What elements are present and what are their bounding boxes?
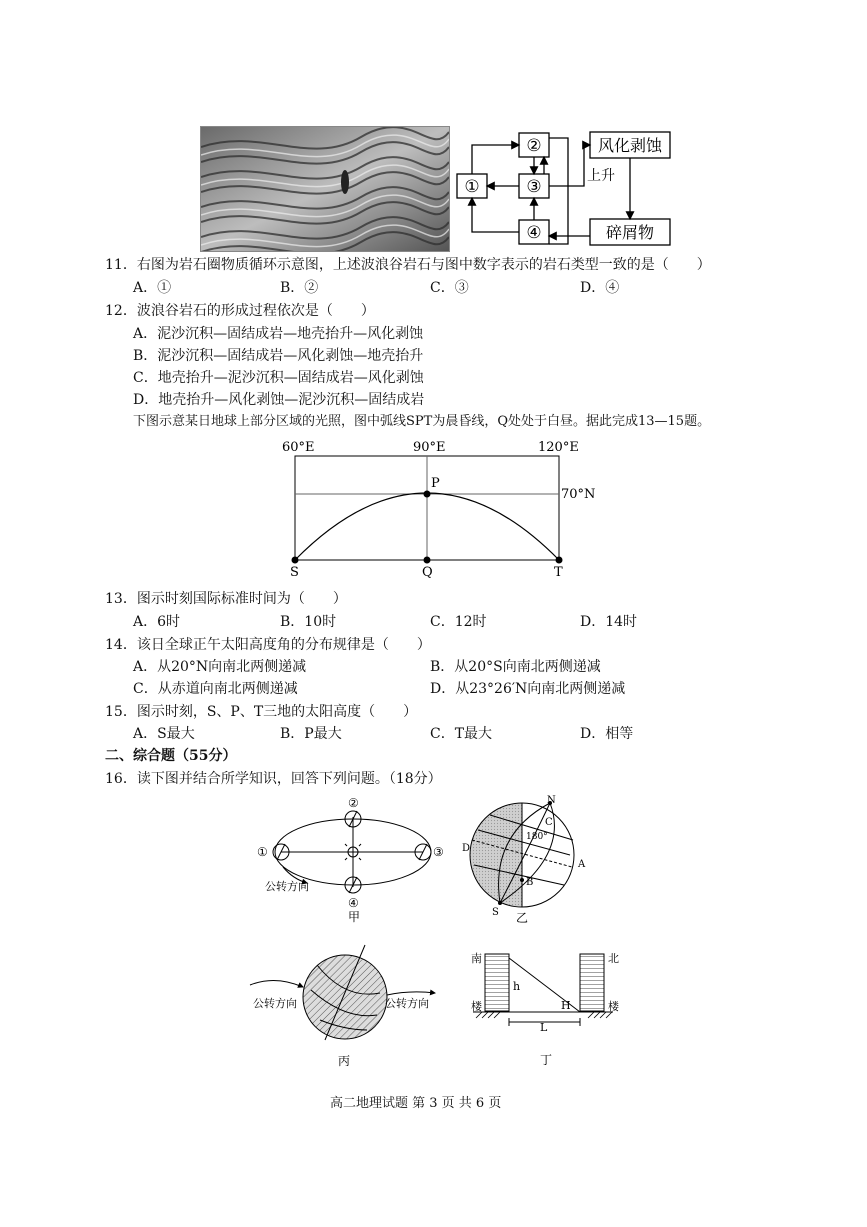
q11-option-d[interactable]: D．④	[580, 280, 620, 296]
orbit-direction-label: 公转方向	[265, 880, 309, 893]
q14-option-d[interactable]: D．从23°26′N向南北两侧递减	[430, 681, 626, 697]
caption-yi: 乙	[516, 911, 529, 925]
terminator-map	[280, 436, 600, 582]
q15-option-c[interactable]: C．T最大	[430, 726, 493, 742]
q15-option-a[interactable]: A．S最大	[133, 726, 195, 742]
building-shadow-diagram-ding	[468, 940, 628, 1070]
lat-70n: 70°N	[561, 487, 596, 502]
ding-building-left: 楼	[471, 1000, 482, 1013]
ding-building-right: 楼	[608, 1000, 619, 1013]
ding-l: L	[540, 1021, 548, 1034]
q14-option-b[interactable]: B．从20°S向南北两侧递减	[430, 659, 601, 675]
q15-option-d[interactable]: D．相等	[580, 726, 634, 742]
lon-90e: 90°E	[413, 440, 446, 455]
q16-stem: 16．读下图并结合所学知识，回答下列问题。（18分）	[105, 771, 442, 787]
globe-label-n: N	[547, 795, 556, 806]
section-2-heading: 二、综合题（55分）	[105, 748, 237, 764]
q14-option-c[interactable]: C．从赤道向南北两侧递减	[133, 681, 298, 697]
q12-option-a[interactable]: A．泥沙沉积—固结成岩—地壳抬升—风化剥蚀	[133, 326, 424, 342]
wave-valley-photo	[200, 126, 450, 252]
orbit-diagram-jia	[255, 795, 455, 925]
globe-label-a: A	[578, 859, 586, 870]
globe-diagram-yi	[460, 795, 600, 925]
q13-stem: 13．图示时刻国际标准时间为（ ）	[105, 591, 347, 607]
q12-option-d[interactable]: D．地壳抬升—风化剥蚀—泥沙沉积—固结成岩	[133, 392, 425, 408]
page-footer: 高二地理试题 第 3 页 共 6 页	[330, 1096, 502, 1111]
q12-stem: 12．波浪谷岩石的形成过程依次是（ ）	[105, 303, 375, 319]
q12-option-c[interactable]: C．地壳抬升—泥沙沉积—固结成岩—风化剥蚀	[133, 370, 424, 386]
q13-option-d[interactable]: D．14时	[580, 614, 638, 630]
globe-label-d: D	[462, 843, 471, 854]
globe-label-c: C	[545, 817, 553, 828]
rock-cycle-diagram	[452, 126, 674, 250]
point-t: T	[554, 565, 563, 580]
lon-60e: 60°E	[282, 440, 315, 455]
debris-label: 碎屑物	[605, 223, 655, 242]
q11-option-a[interactable]: A．①	[133, 280, 172, 296]
rock-node-3: ③	[526, 177, 542, 197]
globe-label-180: 180°	[526, 832, 548, 842]
point-s: S	[290, 565, 299, 580]
q12-option-b[interactable]: B．泥沙沉积—固结成岩—风化剥蚀—地壳抬升	[133, 348, 424, 364]
lon-120e: 120°E	[538, 440, 579, 455]
rock-node-2: ②	[526, 136, 542, 156]
q15-stem: 15．图示时刻，S、P、T三地的太阳高度（ ）	[105, 704, 418, 720]
orbit-pos-4: ④	[348, 896, 359, 910]
caption-bing: 丙	[338, 1054, 351, 1068]
rock-node-1: ①	[464, 177, 480, 197]
orbit-pos-1: ①	[257, 845, 268, 859]
caption-ding: 丁	[540, 1053, 553, 1067]
q15-option-b[interactable]: B．P最大	[280, 726, 342, 742]
q13-option-c[interactable]: C．12时	[430, 614, 487, 630]
uplift-label: 上升	[587, 168, 615, 184]
point-p: P	[431, 476, 440, 491]
q11-option-c[interactable]: C．③	[430, 280, 469, 296]
ding-big-h: H	[561, 999, 571, 1012]
q14-stem: 14．该日全球正午太阳高度角的分布规律是（ ）	[105, 637, 431, 653]
q11-option-b[interactable]: B．②	[280, 280, 319, 296]
globe-label-b: B	[526, 877, 534, 888]
bing-direction-left: 公转方向	[253, 997, 297, 1010]
orbit-pos-3: ③	[433, 845, 444, 859]
q13-option-b[interactable]: B．10时	[280, 614, 337, 630]
intro-13-15: 下图示意某日地球上部分区域的光照，图中弧线SPT为晨昏线，Q处处于白昼。据此完成13—15题。	[133, 414, 711, 429]
bing-direction-right: 公转方向	[385, 997, 429, 1010]
globe-label-s: S	[492, 907, 499, 918]
ding-h: h	[513, 980, 521, 993]
q11-stem: 11．右图为岩石圈物质循环示意图，上述波浪谷岩石与图中数字表示的岩石类型一致的是（ ）	[105, 257, 711, 273]
caption-jia: 甲	[348, 910, 361, 924]
rock-node-4: ④	[526, 223, 542, 243]
orbit-pos-2: ②	[348, 796, 359, 810]
q13-option-a[interactable]: A．6时	[133, 614, 181, 630]
weathering-label: 风化剥蚀	[597, 136, 663, 155]
ding-north: 北	[608, 952, 619, 965]
q14-option-a[interactable]: A．从20°N向南北两侧递减	[133, 659, 307, 675]
globe-diagram-bing	[245, 935, 445, 1070]
point-q: Q	[422, 565, 433, 580]
ding-south: 南	[471, 952, 482, 965]
